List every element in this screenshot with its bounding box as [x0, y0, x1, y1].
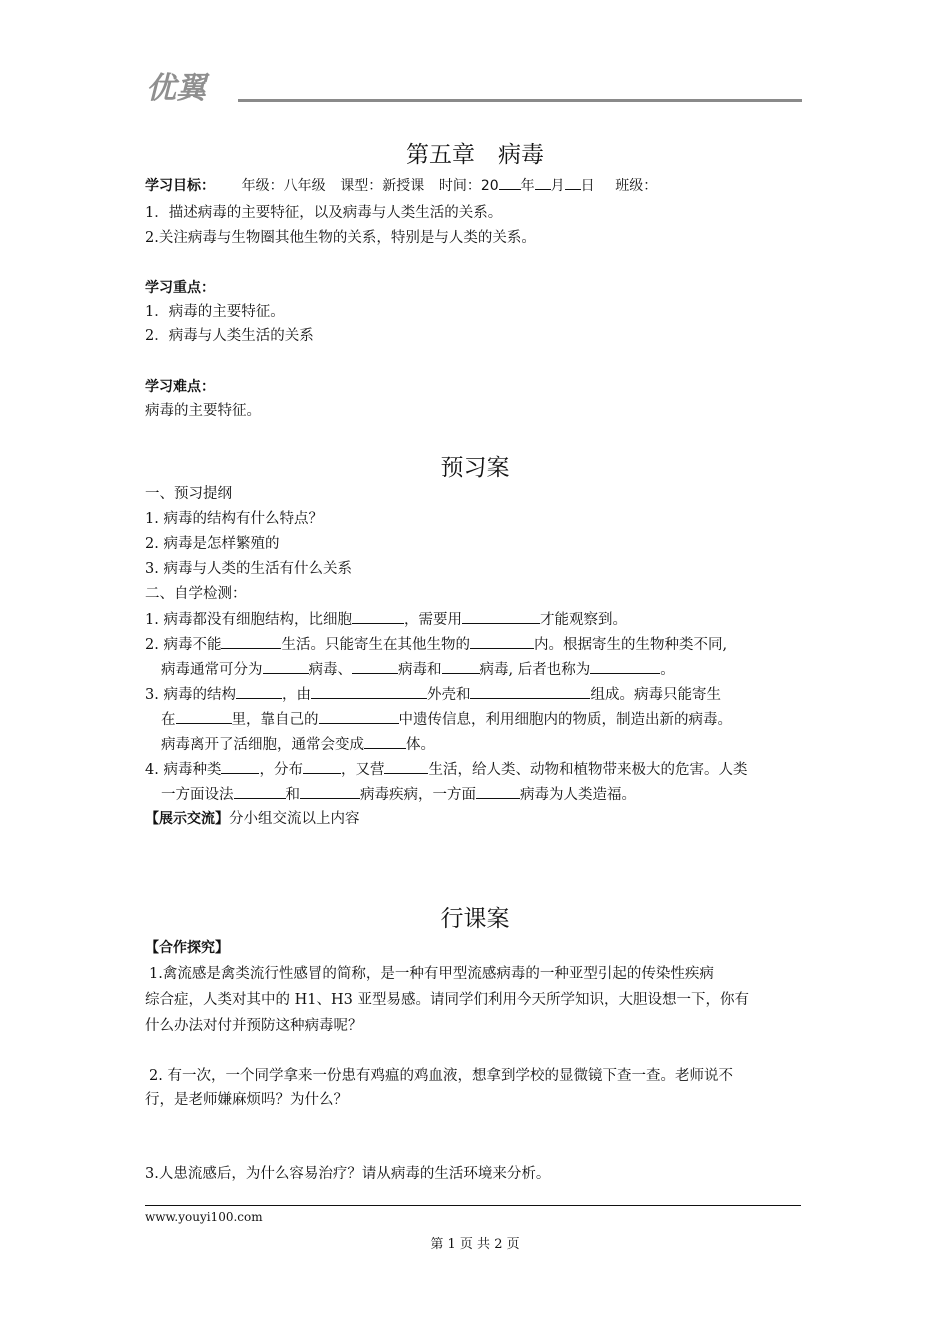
- c4-text-a: 4. 病毒种类: [145, 762, 222, 778]
- c2-text-b: 生活。只能寄生在其他生物的: [281, 637, 470, 653]
- fill-blank[interactable]: [352, 609, 404, 624]
- c3-text-d: 组成。病毒只能寄生: [590, 687, 721, 703]
- fill-blank[interactable]: [221, 759, 259, 774]
- svg-text:优翼: 优翼: [146, 71, 206, 106]
- c4-text-g: 病毒疾病，一方面: [360, 787, 476, 803]
- fill-blank[interactable]: [364, 734, 406, 749]
- c2-text-f: 病毒和: [398, 662, 442, 678]
- c1-text-b: ，需要用: [403, 612, 462, 628]
- c3-text-e: 在: [161, 712, 176, 728]
- footer-rule: [145, 1205, 801, 1206]
- c3-text-f: 里，靠自己的: [231, 712, 319, 728]
- problem-3-line-1: 3.人患流感后，为什么容易治疗？请从病毒的生活环境来分析。: [145, 1166, 551, 1182]
- course-type-info: 课型：新授课: [340, 178, 425, 194]
- class-plan-title: 行课案: [440, 906, 510, 932]
- outline-question-1: 1. 病毒的结构有什么特点？: [145, 511, 323, 527]
- c2-text-a: 2. 病毒不能: [145, 637, 222, 653]
- header-rule: [238, 99, 802, 102]
- key-points-label: 学习重点：: [145, 280, 215, 296]
- show-text: 分小组交流以上内容: [229, 811, 360, 827]
- difficulty-item-1: 病毒的主要特征。: [145, 403, 261, 419]
- key-point-item-2: 2．病毒与人类生活的关系: [145, 328, 314, 344]
- fill-blank[interactable]: [234, 784, 286, 799]
- footer-url[interactable]: www.youyi100.com: [145, 1210, 263, 1224]
- c3-text-h: 病毒离开了活细胞，通常会变成: [161, 737, 364, 753]
- problem-1-line-2: 综合症，人类对其中的 H1、H3 亚型易感。请同学们利用今天所学知识，大胆设想一下，你有: [145, 992, 749, 1008]
- self-check-item-1: [145, 609, 627, 630]
- fill-blank[interactable]: [462, 609, 540, 624]
- show-label: 【展示交流】: [145, 811, 229, 827]
- problem-2-line-2: 行，是老师嫌麻烦吗？为什么？: [145, 1092, 348, 1108]
- class-label: 班级：: [615, 178, 658, 194]
- c4-text-h: 病毒为人类造福。: [520, 787, 636, 803]
- year-blank: [499, 175, 521, 190]
- c1-text-c: 才能观察到。: [539, 612, 627, 628]
- grade-info: 年级：八年级: [241, 178, 326, 194]
- objective-item-1: 1．描述病毒的主要特征，以及病毒与人类生活的关系。: [145, 205, 503, 221]
- day-label: 日: [580, 178, 595, 194]
- self-check-label: 二、自学检测：: [145, 586, 247, 602]
- show-exchange: [145, 809, 360, 829]
- c1-text-a: 1. 病毒都没有细胞结构，比细胞: [145, 612, 352, 628]
- outline-question-3: 3. 病毒与人类的生活有什么关系: [145, 561, 352, 577]
- youyi-logo: [146, 64, 246, 106]
- objectives-header: [145, 175, 657, 196]
- self-check-item-3: [145, 684, 721, 705]
- time-prefix: 时间：20: [438, 178, 499, 194]
- c4-text-b: ，分布: [259, 762, 303, 778]
- objectives-label: 学习目标：: [145, 178, 215, 194]
- month-blank: [535, 175, 551, 190]
- objective-item-2: 2.关注病毒与生物圈其他生物的关系，特别是与人类的关系。: [145, 230, 536, 246]
- year-label: 年: [520, 178, 535, 194]
- fill-blank[interactable]: [300, 784, 360, 799]
- coop-label: 【合作探究】: [145, 940, 229, 956]
- problem-1-line-1: 1.禽流感是禽类流行性感冒的简称，是一种有甲型流感病毒的一种亚型引起的传染性疾病: [149, 966, 714, 982]
- c2-text-e: 病毒、: [308, 662, 352, 678]
- self-check-item-3-cont: [161, 709, 732, 730]
- difficulties-label: 学习难点：: [145, 379, 215, 395]
- preview-title: 预习案: [440, 455, 510, 481]
- key-point-item-1: 1．病毒的主要特征。: [145, 304, 285, 320]
- outline-label: 一、预习提纲: [145, 486, 232, 502]
- fill-blank[interactable]: [352, 659, 398, 674]
- fill-blank[interactable]: [319, 709, 399, 724]
- c2-text-g: 病毒, 后者也称为: [479, 662, 591, 678]
- fill-blank[interactable]: [221, 634, 281, 649]
- fill-blank[interactable]: [470, 684, 590, 699]
- c2-text-h: 。: [660, 662, 675, 678]
- fill-blank[interactable]: [236, 684, 282, 699]
- c3-text-g: 中遗传信息，利用细胞内的物质，制造出新的病毒。: [398, 712, 732, 728]
- self-check-item-4-cont: [161, 784, 636, 805]
- problem-1-line-3: 什么办法对付并预防这种病毒呢？: [145, 1018, 363, 1034]
- fill-blank[interactable]: [176, 709, 232, 724]
- c4-text-e: 一方面设法: [161, 787, 234, 803]
- self-check-item-2: [145, 634, 727, 655]
- page-number: 第 1 页 共 2 页: [430, 1237, 520, 1252]
- fill-blank[interactable]: [384, 759, 428, 774]
- outline-question-2: 2. 病毒是怎样繁殖的: [145, 536, 280, 552]
- fill-blank[interactable]: [476, 784, 520, 799]
- c3-text-a: 3. 病毒的结构: [145, 687, 236, 703]
- page-title: 第五章 病毒: [406, 142, 544, 168]
- fill-blank[interactable]: [590, 659, 660, 674]
- day-blank: [565, 175, 581, 190]
- c4-text-c: ，又营: [340, 762, 385, 778]
- c3-text-c: 外壳和: [426, 687, 471, 703]
- problem-2-line-1: 2. 有一次，一个同学拿来一份患有鸡瘟的鸡血液，想拿到学校的显微镜下查一查。老师说不: [149, 1068, 733, 1084]
- c4-text-d: 生活，给人类、动物和植物带来极大的危害。人类: [428, 762, 748, 778]
- c2-text-d: 病毒通常可分为: [161, 662, 263, 678]
- fill-blank[interactable]: [263, 659, 309, 674]
- self-check-item-3-cont2: [161, 734, 435, 755]
- self-check-item-2-cont: [161, 659, 675, 680]
- fill-blank[interactable]: [470, 634, 534, 649]
- c3-text-b: ，由: [281, 687, 311, 703]
- month-label: 月: [550, 178, 565, 194]
- c3-text-i: 体。: [406, 737, 435, 753]
- c2-text-c: 内。根据寄生的生物种类不同,: [533, 637, 728, 653]
- fill-blank[interactable]: [303, 759, 341, 774]
- c4-text-f: 和: [285, 787, 300, 803]
- self-check-item-4: [145, 759, 747, 780]
- fill-blank[interactable]: [311, 684, 427, 699]
- fill-blank[interactable]: [442, 659, 480, 674]
